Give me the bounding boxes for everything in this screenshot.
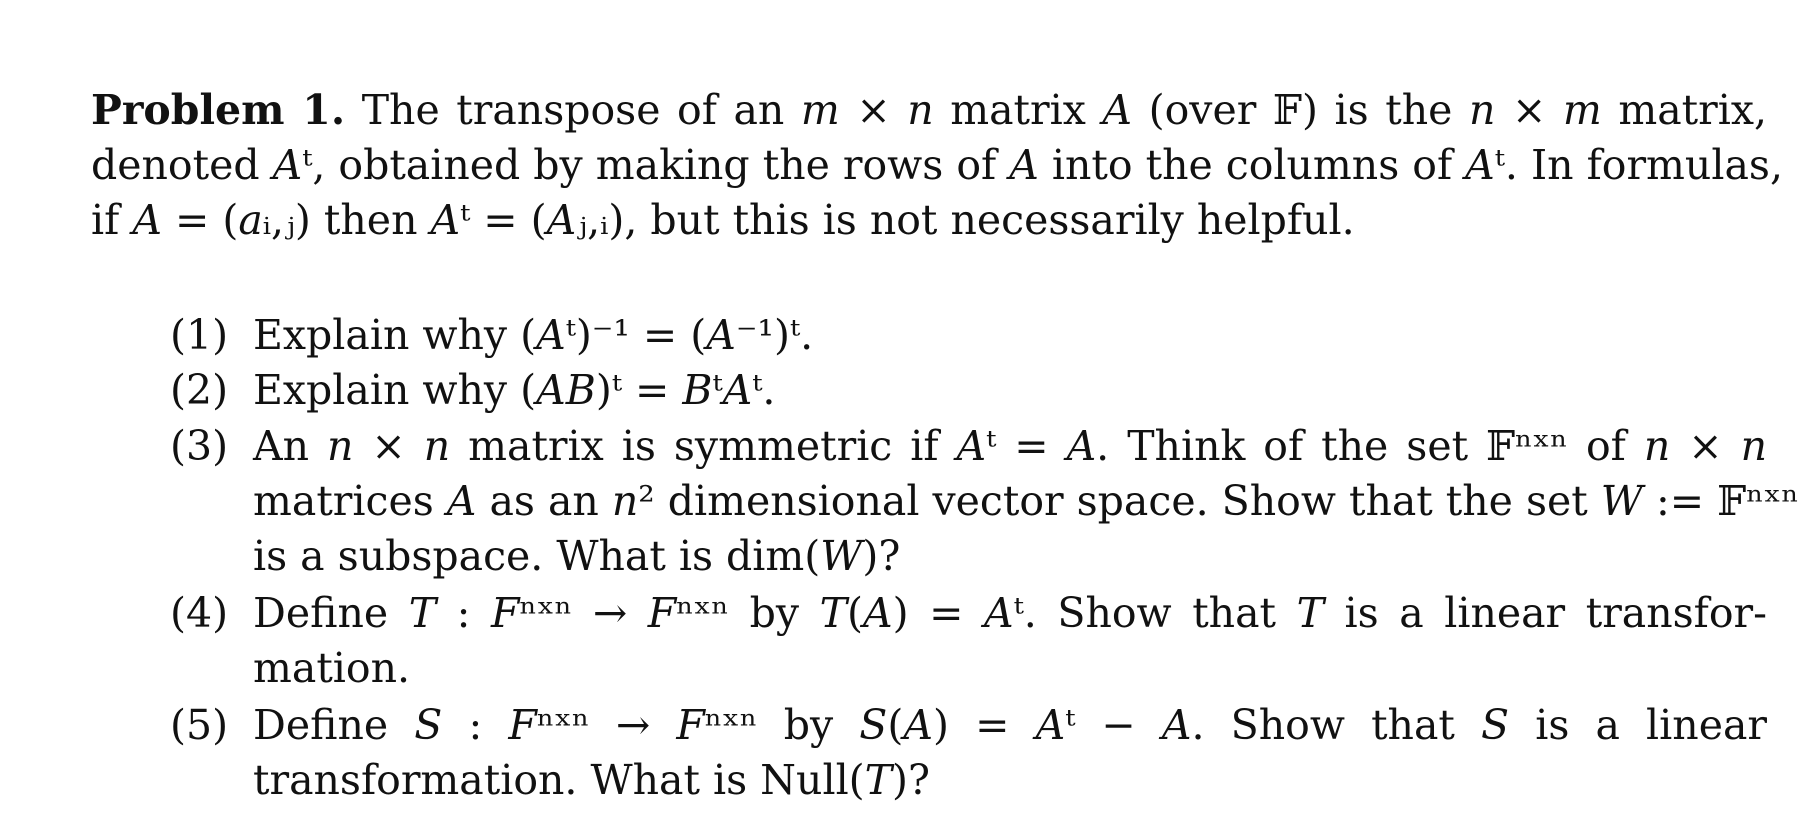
- item-number-3: (3): [170, 422, 229, 470]
- item-4-line-1: Define 𝑇 : 𝐹ⁿˣⁿ → 𝐹ⁿˣⁿ by 𝑇(𝐴) = 𝐴ᵗ. Show that 𝑇 is a linear transfor-: [253, 589, 1767, 637]
- item-3-line-3: is a subspace. What is dim(𝑊)?: [253, 532, 901, 580]
- problem-line-2: denoted 𝐴ᵗ, obtained by making the rows of 𝐴 into the columns of 𝐴ᵗ. In formulas,: [91, 141, 1783, 189]
- problem-text: The transpose of an 𝑚 × 𝑛 matrix 𝐴 (over 𝔽) is the 𝑛 × 𝑚 matrix,: [361, 86, 1767, 134]
- item-5-line-2: transformation. What is Null(𝑇)?: [253, 756, 931, 804]
- item-number-4: (4): [170, 589, 229, 637]
- item-number-1: (1): [170, 311, 229, 359]
- item-number-2: (2): [170, 366, 229, 414]
- problem-heading: Problem 1.: [91, 86, 346, 134]
- item-3-line-1: An 𝑛 × 𝑛 matrix is symmetric if 𝐴ᵗ = 𝐴. Think of the set 𝔽ⁿˣⁿ of 𝑛 × 𝑛: [253, 422, 1767, 470]
- item-3-line-2: matrices 𝐴 as an 𝑛² dimensional vector space. Show that the set 𝑊 := 𝔽ⁿˣⁿ: [253, 477, 1800, 525]
- problem-line-3: if 𝐴 = (𝑎ᵢ,ⱼ) then 𝐴ᵗ = (𝐴ⱼ,ᵢ), but this is not necessarily helpful.: [91, 196, 1355, 244]
- item-4-line-2: mation.: [253, 644, 411, 692]
- item-5-line-1: Define 𝑆 : 𝐹ⁿˣⁿ → 𝐹ⁿˣⁿ by 𝑆(𝐴) = 𝐴ᵗ − 𝐴. Show that 𝑆 is a linear: [253, 701, 1767, 749]
- item-1-line-1: Explain why (𝐴ᵗ)⁻¹ = (𝐴⁻¹)ᵗ.: [253, 311, 814, 359]
- problem-line-1: [91, 82, 1767, 138]
- item-2-line-1: Explain why (𝐴𝐵)ᵗ = 𝐵ᵗ𝐴ᵗ.: [253, 366, 776, 414]
- item-number-5: (5): [170, 701, 229, 749]
